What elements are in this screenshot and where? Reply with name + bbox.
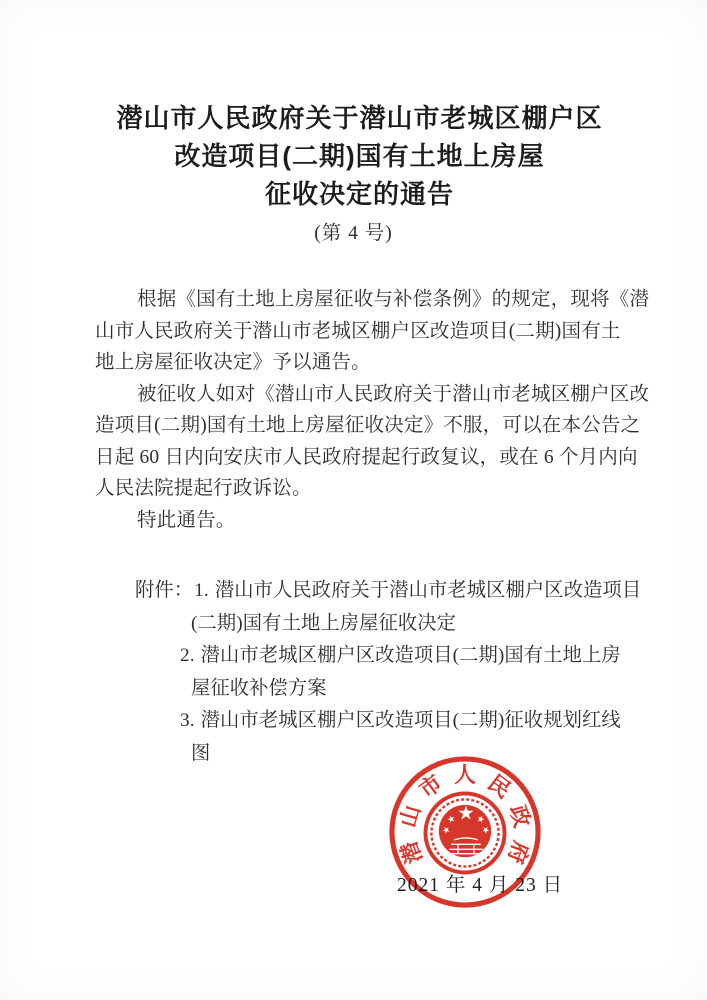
attachment-item-1-line-2	[95, 608, 655, 641]
seal-character: 府	[502, 837, 535, 868]
government-seal	[386, 753, 544, 911]
issue-date: 2021 年 4 月 23 日	[397, 875, 564, 896]
attachment-3-text: 潜山市老城区棚户区改造项目(二期)征收规划红线	[200, 710, 621, 731]
attachment-number-1: 1.	[194, 580, 209, 601]
attachment-item-3-line-1	[95, 705, 655, 738]
attachments-list	[95, 575, 655, 770]
seal-character: 山	[394, 802, 425, 831]
attachment-1-text: 潜山市人民政府关于潜山市老城区棚户区改造项目	[214, 580, 642, 601]
paragraph-3-line-1: 特此通告。	[137, 509, 236, 531]
paragraph-2-line-2: 造项目(二期)国有土地上房屋征收决定》不服，可以在本公告之	[95, 415, 641, 436]
attachment-1-text-cont: (二期)国有土地上房屋征收决定	[191, 612, 456, 634]
attachment-2-text-cont: 屋征收补偿方案	[191, 677, 327, 699]
attachment-item-1-line-1	[95, 575, 655, 608]
paragraph-1-line-3: 地上房屋征收决定》予以通告。	[95, 352, 371, 373]
seal-character: 政	[505, 802, 536, 831]
attachment-number-3: 3.	[180, 710, 195, 731]
attachment-number-2: 2.	[180, 645, 195, 666]
paragraph-2-line-3: 日起 60 日内向安庆市人民政府提起行政复议，或在 6 个月内向	[95, 446, 638, 468]
title-line-3: 征收决定的通告	[264, 179, 454, 209]
seal-character: 市	[414, 769, 447, 803]
paragraph-2-line-1: 被征收人如对《潜山市人民政府关于潜山市老城区棚户区改	[137, 383, 650, 405]
attachment-3-text-cont: 图	[191, 742, 211, 764]
government-seal-graphic	[386, 753, 544, 911]
attachment-item-2-line-1	[95, 640, 655, 673]
notice-body	[95, 284, 650, 536]
title-line-1: 潜山市人民政府关于潜山市老城区棚户区	[116, 103, 603, 133]
seal-character: 人	[454, 762, 476, 788]
paragraph-1-line-2: 山市人民政府关于潜山市老城区棚户区改造项目(二期)国有土	[95, 320, 621, 342]
doc-number: (第 4 号)	[314, 223, 393, 244]
notice-title	[12, 99, 707, 213]
national-emblem-icon	[426, 793, 505, 872]
paragraph-1-line-1: 根据《国有土地上房屋征收与补偿条例》的规定，现将《潜	[137, 289, 650, 310]
attachment-2-text: 潜山市老城区棚户区改造项目(二期)国有土地上房	[200, 645, 621, 666]
paragraph-2-line-4: 人民法院提起行政诉讼。	[95, 478, 312, 499]
attachment-item-2-line-2	[95, 673, 655, 706]
seal-character: 潜	[395, 837, 428, 868]
title-line-2: 改造项目(二期)国有土地上房屋	[174, 141, 545, 171]
seal-character: 民	[483, 769, 516, 803]
attachment-item-3-line-2	[95, 738, 655, 771]
attachments-label: 附件：	[135, 580, 194, 601]
